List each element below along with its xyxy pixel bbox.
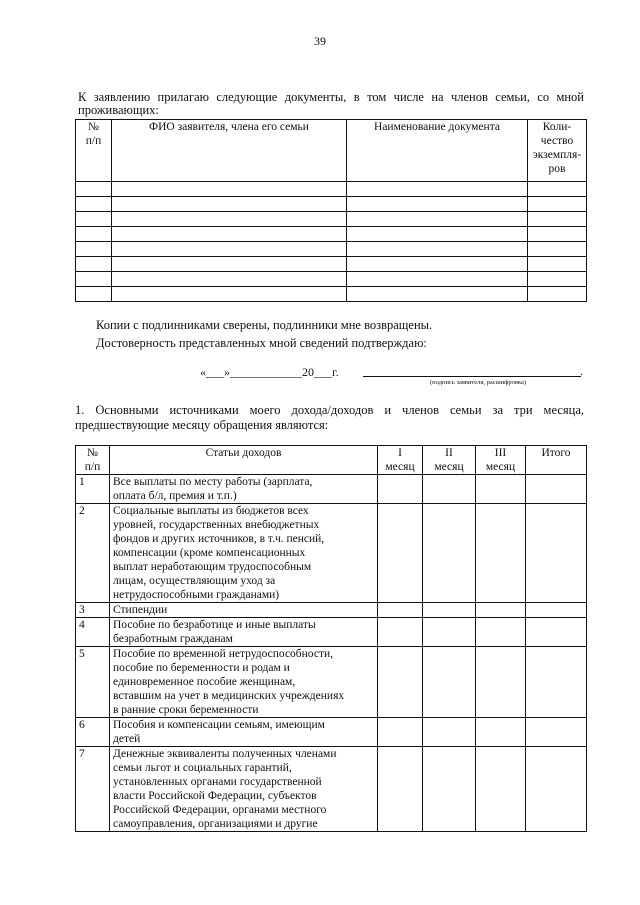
table-cell[interactable] [528,272,587,287]
total-cell[interactable] [526,747,587,832]
income-header-month-2 [423,446,476,475]
income-row-article [110,603,378,618]
table-row[interactable] [76,287,587,302]
table-cell[interactable] [347,227,528,242]
income-header-month-3 [476,446,526,475]
table-cell[interactable] [112,287,347,302]
month-2-cell[interactable] [423,618,476,647]
table-cell[interactable] [347,242,528,257]
signature-line-dot: . [580,364,583,378]
article-line: в ранние сроки беременности [113,704,259,716]
month-2-cell[interactable] [423,647,476,718]
month-3-cell[interactable] [476,647,526,718]
table-cell[interactable] [112,242,347,257]
table-cell[interactable] [347,197,528,212]
income-header-month-1-numeral: I [398,447,402,459]
article-line: Все выплаты по месту работы (зарплата, [113,476,313,488]
month-1-cell[interactable] [378,718,423,747]
confirmation-text: Достоверность представленных мной сведений подтверждаю: [96,336,427,350]
article-line: фондов и других источников, в т.ч. пенсий, [113,533,325,545]
table-cell[interactable] [76,242,112,257]
income-row-6 [76,718,587,747]
month-3-cell[interactable] [476,504,526,603]
signature-date-field[interactable]: «___»____________20___г. [200,365,339,379]
month-2-cell[interactable] [423,747,476,832]
income-row-4 [76,618,587,647]
article-line: Российской Федерации, органами местного [113,804,327,816]
table-cell[interactable] [112,227,347,242]
documents-table [75,119,587,302]
month-2-cell[interactable] [423,504,476,603]
income-header-total: Итого [526,446,587,475]
income-row-article [110,718,378,747]
article-line: Денежные эквиваленты полученных членами [113,748,337,760]
table-cell[interactable] [528,182,587,197]
month-1-cell[interactable] [378,603,423,618]
page-number: 39 [314,34,326,48]
month-3-cell[interactable] [476,618,526,647]
header-count-line2: чество [540,135,574,147]
income-row-7 [76,747,587,832]
table-cell[interactable] [347,287,528,302]
income-row-num: 7 [76,747,110,832]
table-cell[interactable] [76,287,112,302]
income-header-num-line2: п/п [84,461,101,473]
article-line: Социальные выплаты из бюджетов всех [113,505,309,517]
article-line: власти Российской Федерации, субъектов [113,790,317,802]
article-line: безработным гражданам [113,633,233,645]
income-row-3 [76,603,587,618]
signature-caption: (подпись заявителя, расшифровка) [430,379,527,386]
income-header-month-1-label: месяц [385,461,415,473]
article-line: Пособие по безработице и иные выплаты [113,619,316,631]
table-row[interactable] [76,182,587,197]
table-cell[interactable] [528,242,587,257]
month-2-cell[interactable] [423,603,476,618]
income-row-article [110,647,378,718]
income-table [75,445,587,832]
table-cell[interactable] [112,272,347,287]
income-header-month-3-numeral: III [494,447,507,459]
article-line: уровней, государственных внебюджетных [113,519,320,531]
income-header-month-2-label: месяц [434,461,464,473]
table-row[interactable] [76,257,587,272]
article-line: установленных органами государственной [113,776,322,788]
month-3-cell[interactable] [476,718,526,747]
documents-table-header [76,120,587,182]
total-cell[interactable] [526,504,587,603]
table-cell[interactable] [76,257,112,272]
header-fio: ФИО заявителя, члена его семьи [112,120,347,182]
month-1-cell[interactable] [378,647,423,718]
income-row-num: 2 [76,504,110,603]
income-header-articles: Статьи доходов [110,446,378,475]
income-header-num-line1: № [87,447,98,459]
article-line: нетрудоспособными гражданами) [113,589,280,601]
income-row-num: 6 [76,718,110,747]
income-row-5 [76,647,587,718]
table-row[interactable] [76,212,587,227]
month-2-cell[interactable] [423,718,476,747]
table-cell[interactable] [528,212,587,227]
article-line: компенсации (кроме компенсационных [113,547,306,559]
month-1-cell[interactable] [378,747,423,832]
table-cell[interactable] [347,212,528,227]
copies-verified-text: Копии с подлинниками сверены, подлинники мне возвращены. [96,318,433,332]
total-cell[interactable] [526,475,587,504]
header-num-line2: п/п [85,135,102,147]
month-2-cell[interactable] [423,475,476,504]
table-cell[interactable] [76,197,112,212]
income-row-article [110,504,378,603]
income-row-num: 3 [76,603,110,618]
income-row-num: 4 [76,618,110,647]
month-3-cell[interactable] [476,747,526,832]
article-line: Пособие по временной нетрудоспособности, [113,648,333,660]
article-line: самоуправления, организациями и другие [113,818,318,830]
income-header-month-1 [378,446,423,475]
article-line: семьи льгот и социальных гарантий, [113,762,292,774]
table-cell[interactable] [528,287,587,302]
table-cell[interactable] [112,197,347,212]
table-cell[interactable] [528,227,587,242]
month-1-cell[interactable] [378,504,423,603]
month-3-cell[interactable] [476,603,526,618]
article-line: вставшим на учет в медицинских учреждениях [113,690,345,702]
table-row[interactable] [76,242,587,257]
table-row[interactable] [76,272,587,287]
header-count [528,120,587,182]
income-row-1 [76,475,587,504]
month-1-cell[interactable] [378,618,423,647]
total-cell[interactable] [526,718,587,747]
total-cell[interactable] [526,618,587,647]
intro-text: К заявлению прилагаю следующие документы, в том числе на членов семьи, со мной проживающих: [78,90,584,117]
income-row-article [110,618,378,647]
article-line: пособие по беременности и родам и [113,662,290,674]
income-row-2 [76,504,587,603]
table-cell[interactable] [76,182,112,197]
income-table-header [76,446,587,475]
article-line: Пособия и компенсации семьям, имеющим [113,719,325,731]
header-document-name: Наименование документа [347,120,528,182]
income-header-month-3-label: месяц [485,461,516,473]
article-line: единовременное пособие женщинам, [113,676,296,688]
month-1-cell[interactable] [378,475,423,504]
signature-line[interactable] [363,376,581,377]
table-cell[interactable] [528,257,587,272]
header-count-line4: ров [548,163,566,175]
header-num-line1: № [88,121,99,133]
table-cell[interactable] [76,212,112,227]
article-line: оплата б/л, премия и т.п.) [113,490,237,502]
income-header-num [76,446,110,475]
header-count-line3: экземпля- [532,149,582,161]
total-cell[interactable] [526,647,587,718]
income-row-article [110,747,378,832]
table-cell[interactable] [347,272,528,287]
header-num [76,120,112,182]
income-header-month-2-numeral: II [445,447,453,459]
article-line: выплат неработающим трудоспособным [113,561,312,573]
table-cell[interactable] [347,182,528,197]
month-3-cell[interactable] [476,475,526,504]
table-row[interactable] [76,227,587,242]
table-row[interactable] [76,197,587,212]
table-cell[interactable] [76,227,112,242]
article-line: детей [113,733,141,745]
table-cell[interactable] [76,272,112,287]
income-row-num: 5 [76,647,110,718]
section-1-heading: 1. Основными источниками моего дохода/доходов и членов семьи за три месяца, предшествующие месяцу обращения являются: [75,403,584,432]
header-count-line1: Коли- [542,121,572,133]
table-cell[interactable] [112,257,347,272]
table-cell[interactable] [528,197,587,212]
total-cell[interactable] [526,603,587,618]
article-line: Стипендии [113,604,168,616]
table-cell[interactable] [112,212,347,227]
income-row-article [110,475,378,504]
table-cell[interactable] [112,182,347,197]
income-row-num: 1 [76,475,110,504]
article-line: лицам, осуществляющим уход за [113,575,276,587]
table-cell[interactable] [347,257,528,272]
